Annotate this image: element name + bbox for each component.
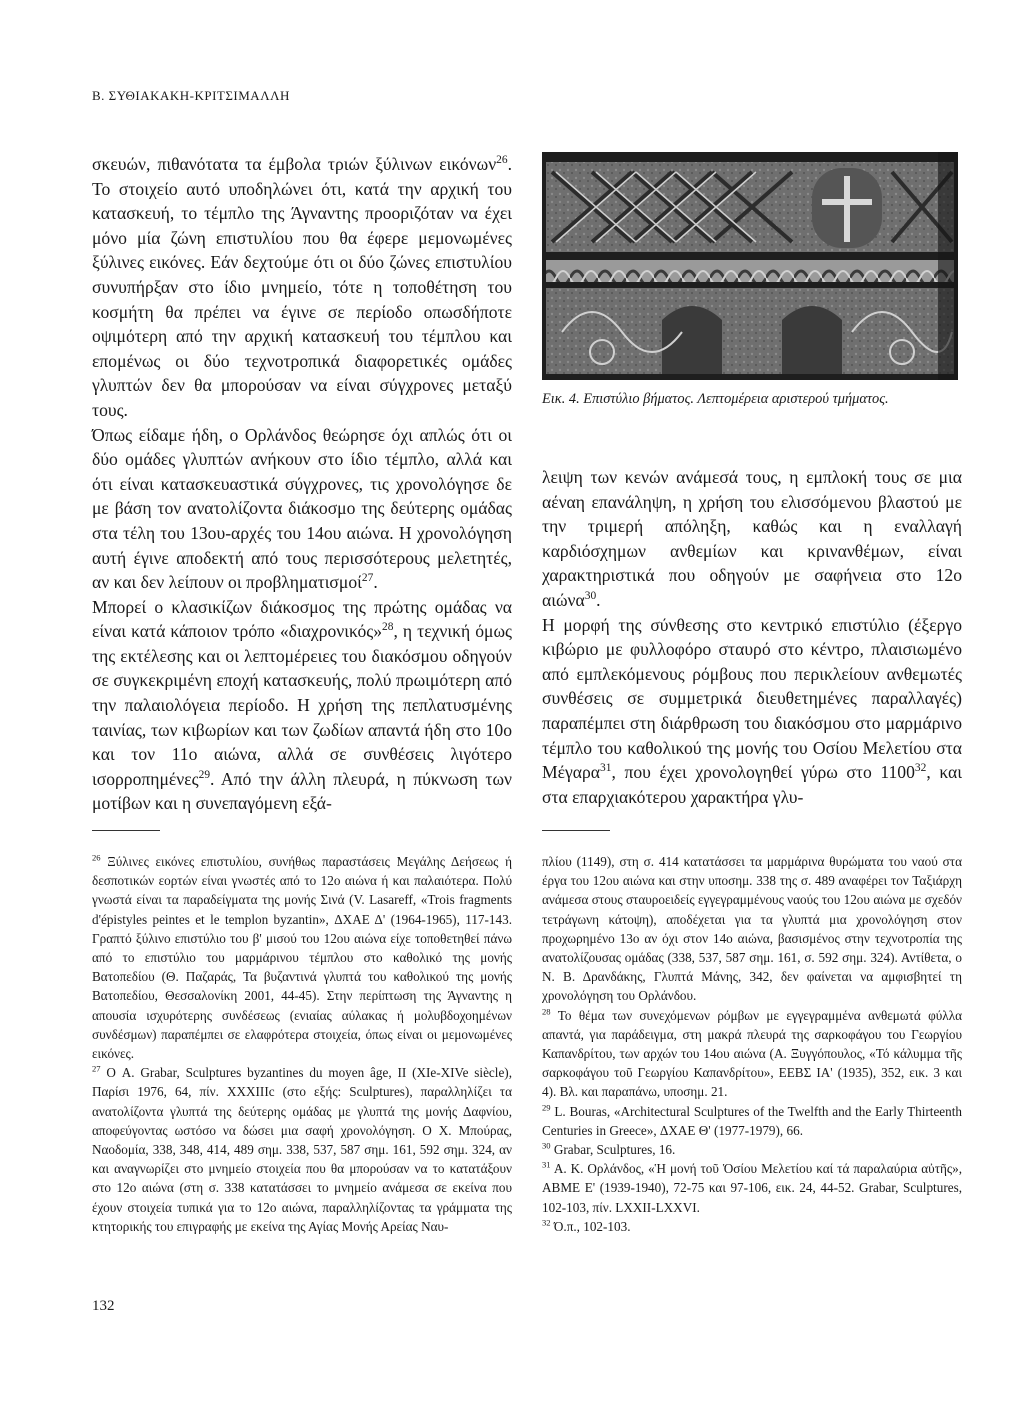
footnote-ref[interactable]: 29 — [198, 768, 211, 781]
footnote-number: 28 — [542, 1006, 551, 1017]
footnote-ref[interactable]: 32 — [914, 762, 927, 775]
footnote — [542, 1159, 962, 1217]
footnote-ref[interactable]: 27 — [361, 572, 374, 585]
footnote — [542, 1102, 962, 1140]
footnote — [92, 852, 512, 1063]
paragraph — [92, 152, 512, 423]
footnote-text: L. Bouras, «Architectural Sculptures of the Twelfth and the Early Thirteenth Centuries in Greece», ΔΧΑΕ Θ' (1977-1979), 66. — [542, 1103, 962, 1138]
figure-epistyle-photo — [542, 152, 958, 380]
footnote-text: Ό.π., 102-103. — [550, 1218, 631, 1234]
footnote-text: Το θέμα των συνεχόμενων ρόμβων με εγγεγραμμένα ανθεμωτά φύλλα απαντά, για παράδειγμα, στη μακρά πλευρά της σαρκοφάγου του Γεωργίου Καπανδρίτου, των αρχών του 14ου αιώνα (Α. Ξυγγόπουλος, «Τό κάλυμμα τῆς σαρκοφάγου τοῦ Γεωργίου Καπανδρίτου», ΕΕΒΣ ΙΑ' (1935), 352, εικ. 3 και 4). Βλ. και παραπάνω, υποσημ. 21. — [542, 1007, 962, 1100]
footnote — [542, 1140, 962, 1159]
footnote-ref[interactable]: 31 — [600, 762, 612, 775]
text-run: , που έχει χρονολογηθεί γύρω στο 1100 — [611, 762, 915, 783]
text-run: Μπορεί ο κλασικίζων διάκοσμος της πρώτης ομάδας να είναι κατά κάποιον τρόπο «διαχρονικός» — [92, 596, 512, 642]
body-column-right — [542, 465, 962, 809]
footnotes-left — [92, 852, 512, 1236]
text-run: σκευών, πιθανότατα τα έμβολα τριών ξύλινων εικόνων — [92, 154, 497, 174]
text-run: , η τεχνική όμως της εκτέλεσης και οι λεπτομέρειες του διακόσμου οδηγούν σε συγκεκριμένη εποχή κατασκευής, πολύ πρωιμότερη από την παλαιολόγεια περίοδο. Η χρήση της πεπλατυσμένης ταινίας, των κιβωρίων και των ζωδίων απαντά ήδη στο 10ο και τον 11ο αιώνα, αλλά σε συνθέσεις λιγότερο ισορροπημένες — [92, 621, 512, 789]
text-run: Όπως είδαμε ήδη, ο Ορλάνδος θεώρησε όχι απλώς ότι οι δύο ομάδες γλυπτών ανήκουν στο ίδιο τέμπλο, αλλά και ότι είναι κατασκευαστικά σύγχρονες, τις χρονολόγησε δε με βάση τον ανατολίζοντα διάκοσμο της δεύτερης ομάδας στα τέλη του 13ου-αρχές του 14ου αιώνα. Η χρονολόγηση αυτή έγινε αποδεκτή από τους περισσότερους μελετητές, αν και δεν λείπουν οι προβληματισμοί — [92, 424, 512, 593]
footnote-text: πλίου (1149), στη σ. 414 κατατάσσει τα μαρμάρινα θυρώματα του ναού στα έργα του 12ου αιώνα και στην υποσημ. 338 της σ. 489 αναφέρει τον Ταξιάρχη ανάμεσα στους σταυροειδείς εγγεγραμμένους ναούς του 12ου αιώνα με σχεδόν τετράγωνη κάτοψη), αποδέχεται για τα γλυπτά μια χρονολόγηση στον προχωρημένο 13ο αν όχι στον 14ο αιώνα, βασισμένος στην τεχνοτροπία της ανατολίζουσας ομάδας (338, 537, 587 σημ. 161, σ. 592 σημ. 324). Αντίθετα, ο Ν. Β. Δρανδάκης, Γλυπτά Μάνης, 342, δεν φαίνεται να αμφισβητεί τη χρονολόγηση του Ορλάνδου. — [542, 854, 962, 1004]
footnote — [542, 1006, 962, 1102]
footnote-ref[interactable]: 26 — [496, 154, 508, 167]
footnotes-right — [542, 852, 962, 1236]
page-number: 132 — [92, 1298, 115, 1314]
footnote-divider — [92, 830, 160, 831]
paragraph — [92, 423, 512, 595]
footnote — [92, 1063, 512, 1236]
text-run: Η μορφή της σύνθεσης στο κεντρικό επιστύλιο (έξεργο κιβώριο με φυλλοφόρο σταυρό στο κέντρο, πλαισιωμένο από εμπλεκόμενους ρόμβους που περικλείουν ανθεμωτές συνθέσεις σε συμμετρικά διευθετημένες παραλλαγές) παραπέμπει στη διάρθρωση του διακόσμου στο μαρμάρινο τέμπλο του καθολικού της μονής του Οσίου Μελετίου στα Μέγαρα — [542, 614, 962, 783]
footnote-number: 31 — [542, 1159, 551, 1170]
footnote-number: 27 — [92, 1063, 101, 1074]
text-run: . — [596, 589, 601, 610]
running-head: Β. ΣΥΘΙΑΚΑΚΗ-ΚΡΙΤΣΙΜΑΛΛΗ — [92, 88, 290, 103]
footnote-number: 26 — [92, 852, 101, 863]
text-run: . — [373, 572, 378, 593]
footnote-text: Α. Κ. Ορλάνδος, «Ἡ μονή τοῦ Ὁσίου Μελετίου καί τά παραλαύρια αὐτῆς», ΑΒΜΕ Ε' (1939-1940), 72-75 και 97-106, εικ. 24, 44-52. Grabar, Sculptures, 102-103, πίν. LXXII-LXXVI. — [542, 1161, 962, 1215]
text-run: λειψη των κενών ανάμεσά τους, η εμπλοκή τους σε μια αέναη επανάληψη, η χρήση του ελισσόμενου βλαστού με την τριμερή απόληξη, καθώς και η εναλλαγή καρδιόσχημων ανθεμίων και κρινανθέμων, είναι χαρακτηριστικά που οδηγούν με σαφήνεια στο 12ο αιώνα — [542, 467, 962, 610]
footnote-text: Ο A. Grabar, Sculptures byzantines du moyen âge, II (XIe-XIVe siècle), Παρίσι 1976, 64, πίν. XXXIIIc (στο εξής: Sculptures), παραλληλίζει τα ανατολίζοντα γλυπτά της δεύτερης ομάδας με γλυπτά της μονής Δαφνίου, αποφεύγοντας ωστόσο να δώσει μια σαφή χρονολόγηση. Ο Χ. Μπούρας, Ναοδομία, 338, 348, 414, 489 σημ. 338, 537, 587 σημ. 161, 592 σημ. 324, αν και αναγνωρίζει στο μνημείο στοιχεία που θα μπορούσαν να το κατατάξουν στο 12ο αιώνα (στη σ. 338 κατατάσσει το μνημείο ανάμεσα σε εκείνα που έχουν στοιχεία τυπικά για το 12ο αιώνα, παραλληλίζοντας τα γράμματα της κτητορικής του επιγραφής με εκείνα της Αγίας Μονής Αρείας Ναυ- — [92, 1065, 512, 1234]
footnote-text: Grabar, Sculptures, 16. — [550, 1142, 676, 1158]
epistyle-photo-image — [542, 152, 958, 380]
paragraph — [542, 613, 962, 810]
footnote-number: 30 — [542, 1140, 551, 1151]
footnote-ref[interactable]: 30 — [584, 590, 597, 603]
paragraph — [92, 595, 512, 816]
paragraph — [542, 465, 962, 613]
footnote-continued — [542, 852, 962, 1006]
footnote-text: Ξύλινες εικόνες επιστυλίου, συνήθως παραστάσεις Μεγάλης Δεήσεως ή δεσποτικών εορτών είναι γνωστές από το 12ο αιώνα ή και παλαιότερα. Πολύ γνωστά είναι τα παραδείγματα της μονής Σινά (V. Lasareff, «Trois fragments d'épistyles peintes et le templon byzantin», ΔΧΑΕ Δ' (1964-1965), 117-143. Γραπτό ξύλινο επιστύλιο του β' μισού του 12ου αιώνα είχε τοποθετηθεί πάνω από το επιστύλιο του μαρμάρινου τέμπλου στο καθολικό της μονής Βατοπεδίου (Θ. Παζαράς, Τα βυζαντινά γλυπτά του καθολικού της μονής Βατοπεδίου, Θεσσαλονίκη 2001, 44-45). Στην περίπτωση της Άγναντης η απουσία ισχυρότερης συνδέσεως (ενιαίας αύλακας ή μολυβδοχοημένων συνδέσμων) παραπέμπει σε ελαφρότερα στοιχεία, όπως είναι οι μεμονωμένες εικόνες. — [92, 854, 512, 1062]
figure-caption: Εικ. 4. Επιστύλιο βήματος. Λεπτομέρεια αριστερού τμήματος. — [542, 391, 889, 407]
text-run: , και στα επαρχιακότερου χαρακτήρα γλυ- — [542, 762, 963, 807]
footnote — [542, 1217, 962, 1236]
footnote-number: 32 — [542, 1217, 551, 1228]
footnote-divider — [542, 830, 610, 831]
footnote-ref[interactable]: 28 — [382, 621, 394, 634]
text-run: . Από την άλλη πλευρά, η πύκνωση των μοτίβων και η συνεπαγόμενη εξά- — [92, 768, 512, 814]
text-run: . Το στοιχείο αυτό υποδηλώνει ότι, κατά την αρχική του κατασκευή, το τέμπλο της Άγναντης προοριζόταν να έχει μόνο μία ζώνη επιστυλίου που θα έφερε μεμονωμένες ξύλινες εικόνες. Εάν δεχτούμε ότι οι δύο ζώνες επιστυλίου συνυπήρξαν στο ίδιο μνημείο, τότε η τοποθέτηση του κοσμήτη θα πρέπει να έγινε σε περίοδο οπωσδήποτε οψιμότερη από την αρχική κατασκευή του τέμπλου και επομένως οι δύο τεχνοτροπικά διαφορετικές ομάδες γλυπτών δεν θα μπορούσαν να είναι σύγχρονες μεταξύ τους. — [92, 154, 512, 420]
body-column-left — [92, 152, 512, 816]
footnote-number: 29 — [542, 1102, 551, 1113]
